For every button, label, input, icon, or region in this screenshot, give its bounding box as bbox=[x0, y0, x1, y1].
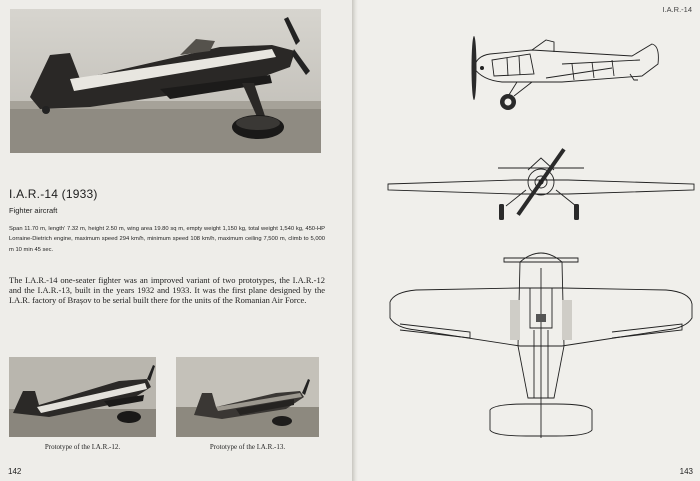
right-page-number: 143 bbox=[679, 467, 693, 476]
prototype-iar12-photo bbox=[9, 357, 156, 437]
prototype-iar13-photo bbox=[176, 357, 319, 437]
aircraft-role: Fighter aircraft bbox=[9, 206, 58, 215]
right-page bbox=[358, 0, 700, 481]
top-view-drawing bbox=[386, 248, 696, 450]
running-header: I.A.R.-14 bbox=[662, 5, 692, 14]
caption-iar12: Prototype of the I.A.R.-12. bbox=[44, 443, 121, 451]
main-aircraft-photo bbox=[10, 9, 321, 153]
side-view-drawing bbox=[462, 30, 662, 116]
specifications-text: Span 11.70 m, length' 7.32 m, height 2.50 m, wing area 19.80 sq m, empty weight 1,150 kg, total weight 1,540 kg, 450-HP Lorraine-Dietrich engine, maximum speed 294 km/h, minimum speed 108 km/h, maximum ceiling 7,500 m, climb to 5,000 m 10 min 45 sec. bbox=[9, 226, 325, 253]
description-paragraph: The I.A.R.-14 one-seater fighter was an improved variant of two prototypes, the I.A.R.-12 and the I.A.R.-13, built in the years 1932 and 1933. It was the first plane designed by the I.A.R. factory of Brașov to be serial built there for the units of the Romanian Air Force. bbox=[9, 275, 325, 306]
caption-iar13: Prototype of the I.A.R.-13. bbox=[209, 443, 286, 451]
left-page-number: 142 bbox=[8, 467, 22, 476]
aircraft-title: I.A.R.-14 (1933) bbox=[9, 187, 98, 201]
front-view-drawing bbox=[386, 140, 696, 226]
